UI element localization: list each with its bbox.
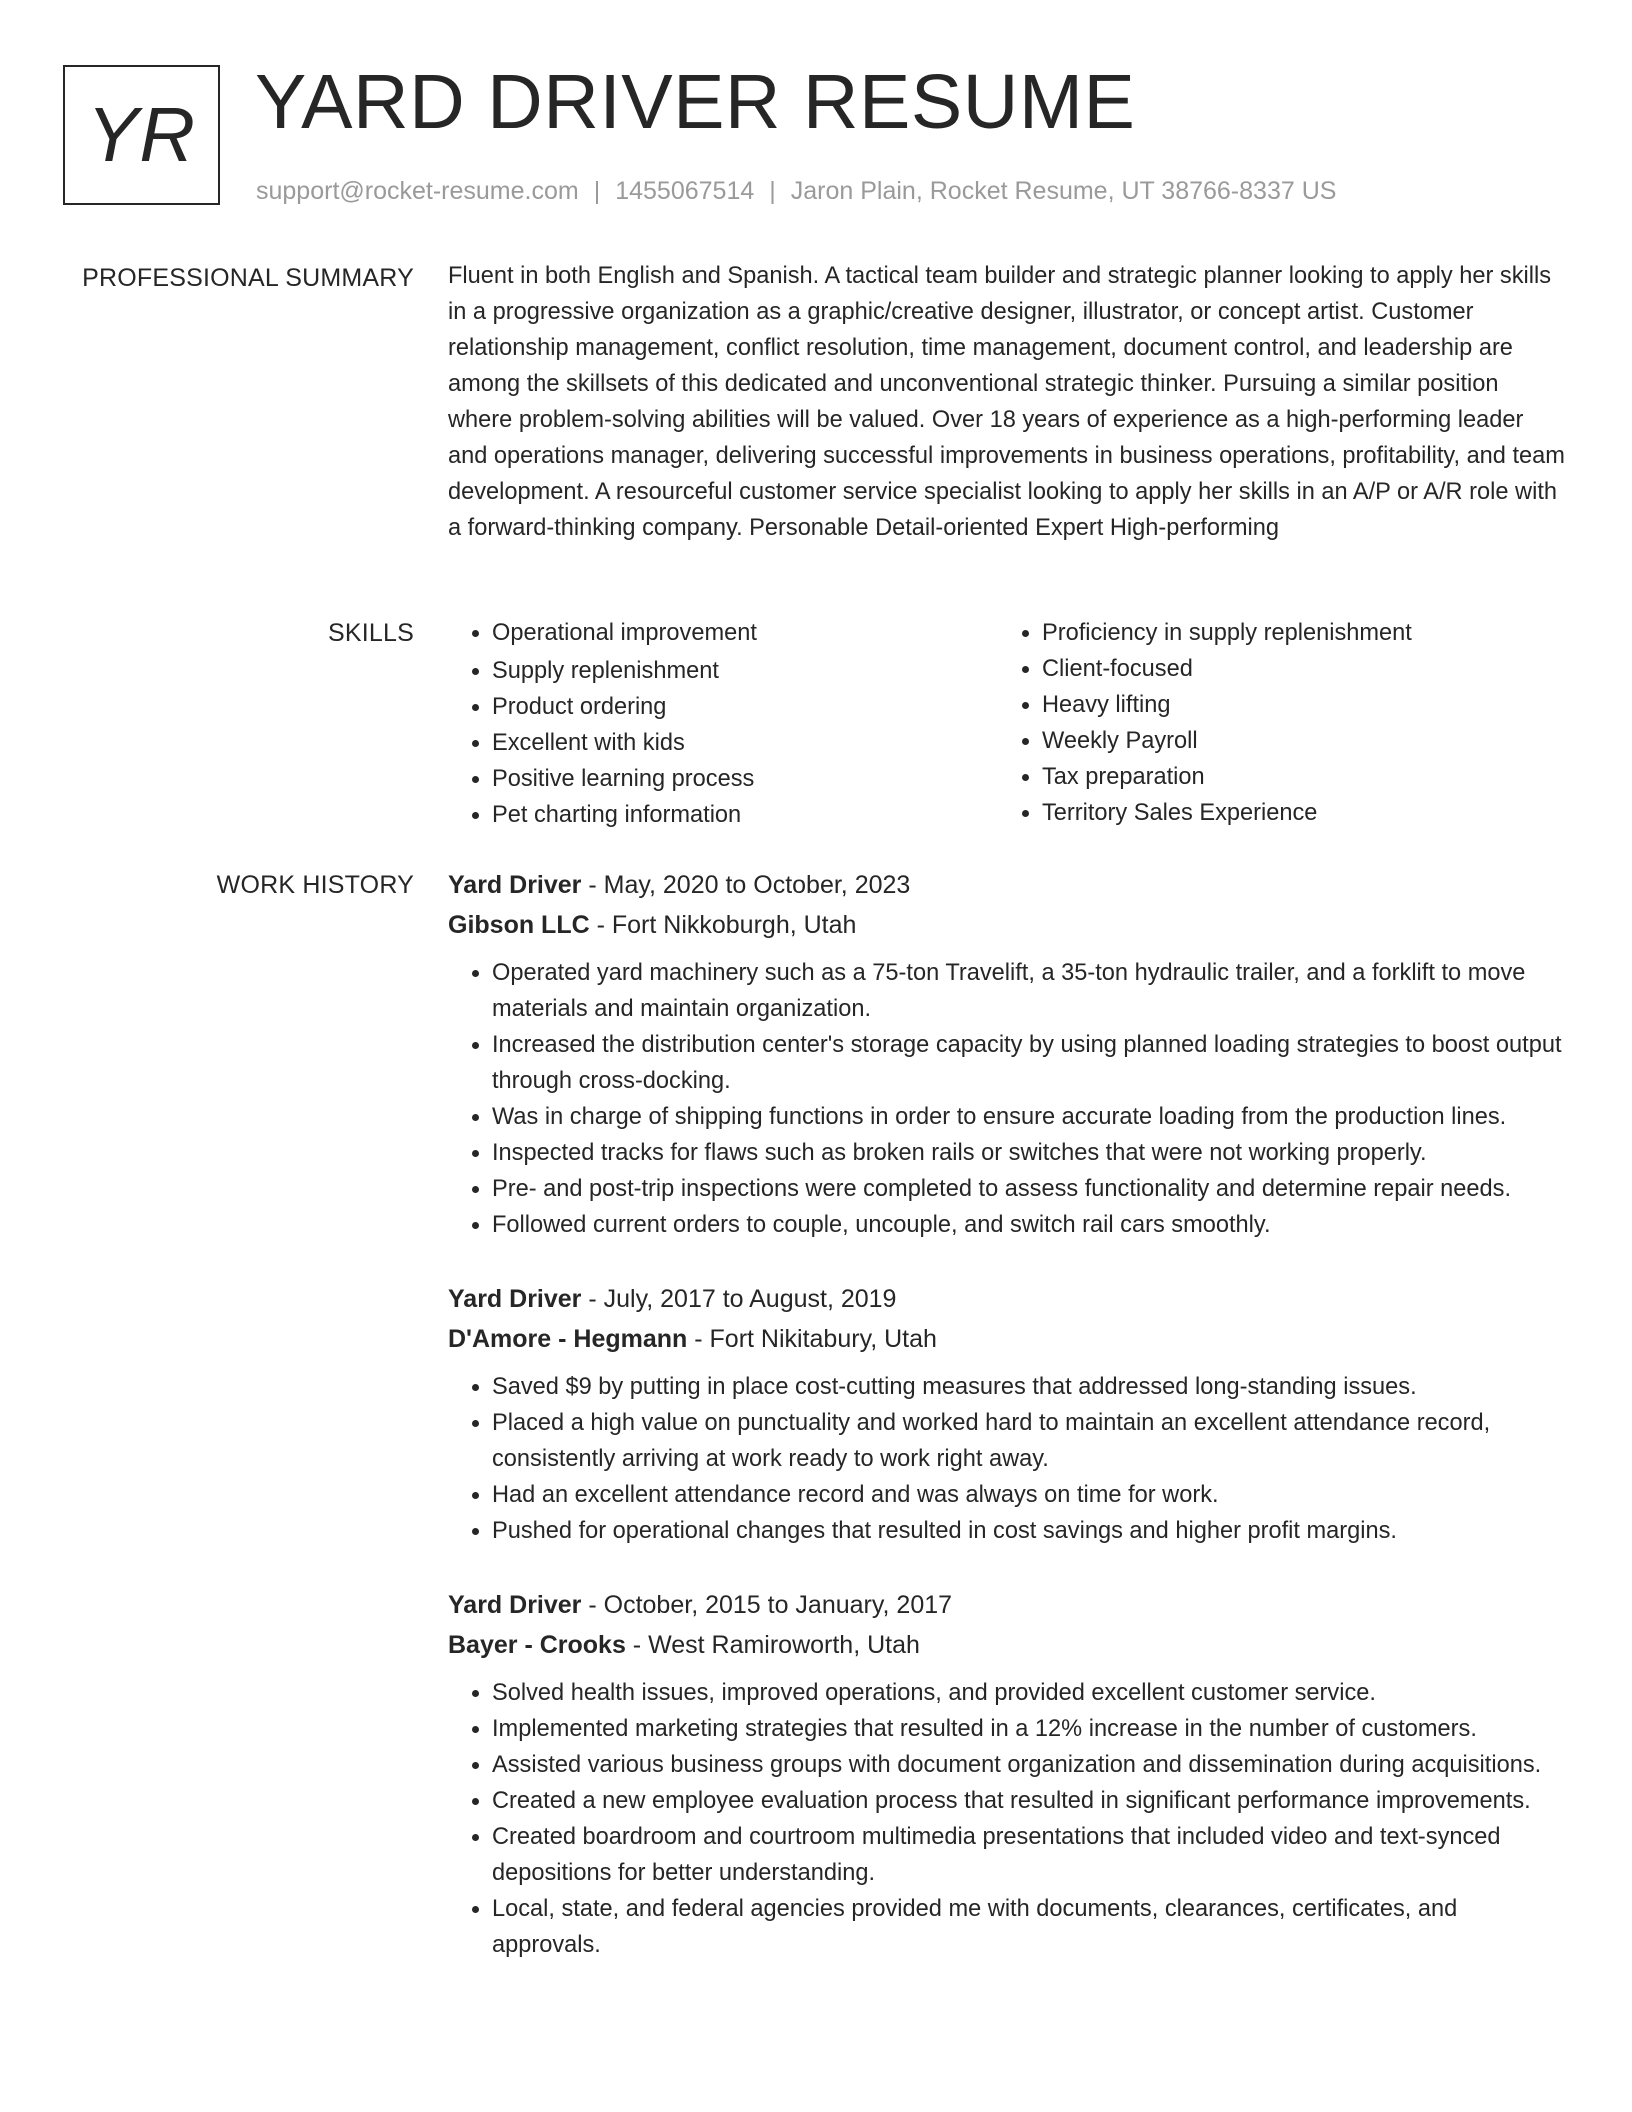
- skill-item: • Heavy lifting: [1042, 687, 1548, 723]
- contact-phone[interactable]: 1455067514: [615, 177, 755, 205]
- job-bullet: • Operated yard machinery such as a 75-ton Travelift, a 35-ton hydraulic trailer, and a forklift to move materials and maintain organization.: [492, 955, 1568, 1027]
- job-title: Yard Driver: [448, 1285, 582, 1313]
- job-bullet: • Inspected tracks for flaws such as broken rails or switches that were not working properly.: [492, 1135, 1568, 1171]
- job-entry: [448, 865, 1568, 1243]
- job-company: Bayer - Crooks: [448, 1631, 626, 1659]
- job-company-line: [448, 1625, 1568, 1665]
- job-company: Gibson LLC: [448, 911, 590, 939]
- summary-text: Fluent in both English and Spanish. A tactical team builder and strategic planner looking to apply her skills in a progressive organization as a graphic/creative designer, illustrator, or concept artist. Customer relationship management, conflict resolution, time management, document control, and leadership are among the skillsets of this dedicated and unconventional strategic thinker. Pursuing a similar position where problem-solving abilities will be valued. Over 18 years of experience as a high-performing leader and operations manager, delivering successful improvements in business operations, profitability, and team development. A resourceful customer service specialist looking to apply her skills in an A/P or A/R role with a forward-thinking company. Personable Detail-oriented Expert High-performing: [448, 263, 1565, 541]
- skill-item: • Pet charting information: [492, 797, 998, 833]
- skill-item: • Product ordering: [492, 689, 998, 725]
- job-bullet: • Had an excellent attendance record and was always on time for work.: [492, 1477, 1568, 1513]
- monogram-text: YR: [87, 91, 196, 178]
- job-bullet: • Was in charge of shipping functions in order to ensure accurate loading from the production lines.: [492, 1099, 1568, 1135]
- skill-item: • Tax preparation: [1042, 759, 1548, 795]
- job-company-line: [448, 1319, 1568, 1359]
- job-title-line: [448, 1585, 1568, 1625]
- job-bullets: [448, 955, 1568, 1243]
- job-bullet: • Increased the distribution center's storage capacity by using planned loading strategies to boost output through cross-docking.: [492, 1027, 1568, 1099]
- skill-item: • Excellent with kids: [492, 725, 998, 761]
- job-bullets: [448, 1369, 1568, 1549]
- job-bullet: • Implemented marketing strategies that resulted in a 12% increase in the number of customers.: [492, 1711, 1568, 1747]
- job-title-line: [448, 865, 1568, 905]
- job-location: - West Ramiroworth, Utah: [625, 1631, 920, 1659]
- job-dates: - July, 2017 to August, 2019: [581, 1285, 897, 1313]
- job-bullet: • Local, state, and federal agencies provided me with documents, clearances, certificates, and approvals.: [492, 1891, 1568, 1963]
- skills-body: [448, 615, 1568, 833]
- skill-item: • Territory Sales Experience: [1042, 795, 1548, 831]
- contact-email[interactable]: support@rocket-resume.com: [256, 177, 579, 205]
- skill-item: • Supply replenishment: [492, 653, 998, 689]
- job-bullet: • Assisted various business groups with document organization and dissemination during acquisitions.: [492, 1747, 1568, 1783]
- contact-separator: |: [593, 177, 601, 205]
- skill-item: • Weekly Payroll: [1042, 723, 1548, 759]
- job-bullet: • Created boardroom and courtroom multimedia presentations that included video and text-synced depositions for better understanding.: [492, 1819, 1568, 1891]
- work-history-body: [448, 865, 1568, 1963]
- skill-item: • Client-focused: [1042, 651, 1548, 687]
- skill-item: • Positive learning process: [492, 761, 998, 797]
- job-location: - Fort Nikkoburgh, Utah: [589, 911, 857, 939]
- skills-list-left: [448, 615, 998, 833]
- job-location: - Fort Nikitabury, Utah: [687, 1325, 937, 1353]
- job-bullet: • Placed a high value on punctuality and worked hard to maintain an excellent attendance record, consistently arriving at work ready to work right away.: [492, 1405, 1568, 1477]
- job-bullet: • Saved $9 by putting in place cost-cutting measures that addressed long-standing issues.: [492, 1369, 1568, 1405]
- job-bullet: • Followed current orders to couple, uncouple, and switch rail cars smoothly.: [492, 1207, 1568, 1243]
- job-dates: - October, 2015 to January, 2017: [581, 1591, 953, 1619]
- job-title: Yard Driver: [448, 1591, 582, 1619]
- skills-list-right: [998, 615, 1548, 833]
- job-entry: [448, 1279, 1568, 1549]
- job-company: D'Amore - Hegmann: [448, 1325, 688, 1353]
- job-bullet: • Created a new employee evaluation process that resulted in significant performance improvements.: [492, 1783, 1568, 1819]
- monogram-logo: [63, 65, 220, 205]
- summary-body: [448, 258, 1568, 546]
- skill-item: • Operational improvement: [492, 615, 998, 651]
- contact-address: Jaron Plain, Rocket Resume, UT 38766-8337 US: [790, 177, 1337, 205]
- job-bullets: [448, 1675, 1568, 1963]
- page-title: YARD DRIVER RESUME: [255, 59, 1136, 145]
- summary-heading: PROFESSIONAL SUMMARY: [82, 264, 414, 292]
- job-bullet: • Pre- and post-trip inspections were completed to assess functionality and determine repair needs.: [492, 1171, 1568, 1207]
- job-bullet: • Solved health issues, improved operations, and provided excellent customer service.: [492, 1675, 1568, 1711]
- work-history-heading: WORK HISTORY: [216, 871, 414, 899]
- skills-heading: SKILLS: [328, 619, 414, 647]
- job-bullet: • Pushed for operational changes that resulted in cost savings and higher profit margins.: [492, 1513, 1568, 1549]
- skill-item: • Proficiency in supply replenishment: [1042, 615, 1548, 651]
- job-dates: - May, 2020 to October, 2023: [581, 871, 911, 899]
- job-title-line: [448, 1279, 1568, 1319]
- contact-separator: |: [769, 177, 776, 205]
- contact-line: [256, 176, 1336, 206]
- job-entry: [448, 1585, 1568, 1963]
- job-company-line: [448, 905, 1568, 945]
- job-title: Yard Driver: [448, 871, 582, 899]
